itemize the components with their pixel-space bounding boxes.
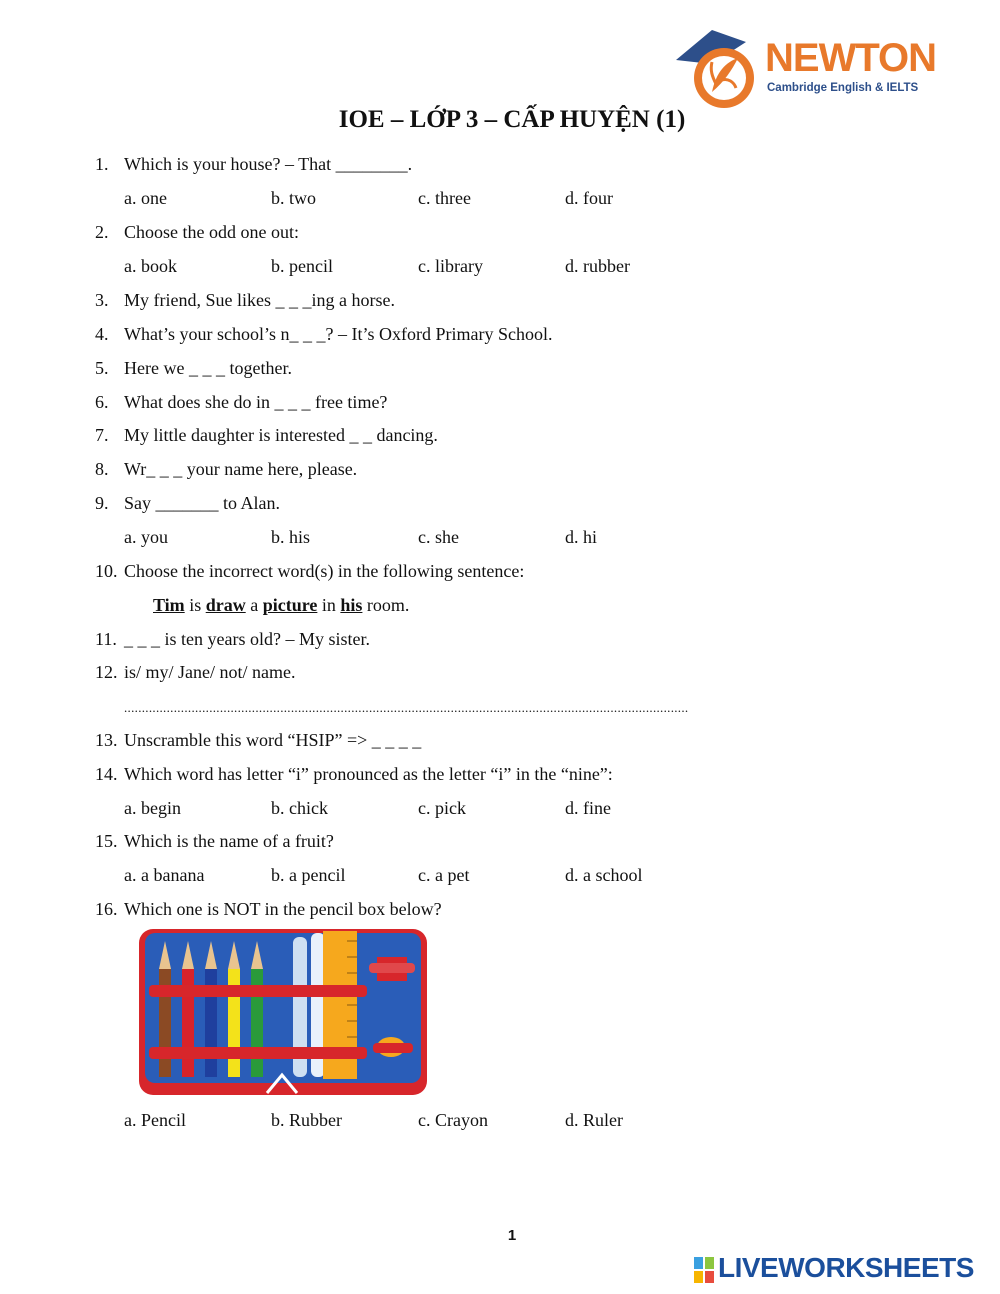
q10-text: a <box>245 595 263 615</box>
q10-sentence <box>153 594 409 616</box>
option-a[interactable]: a. book <box>124 256 177 276</box>
q10-word-his[interactable]: his <box>340 595 363 615</box>
question-text: What’s your school’s n_ _ _? – It’s Oxford Primary School. <box>124 324 553 344</box>
question-text: is/ my/ Jane/ not/ name. <box>124 662 296 682</box>
option-b[interactable]: b. pencil <box>271 256 333 276</box>
q10-text: room. <box>362 595 410 615</box>
question-number: 4. <box>95 324 109 344</box>
option-c[interactable]: c. three <box>418 188 471 208</box>
question-text: Choose the odd one out: <box>124 222 299 242</box>
option-a[interactable]: a. one <box>124 188 167 208</box>
option-a[interactable]: a. you <box>124 527 168 547</box>
logo-subtitle: Cambridge English & IELTS <box>767 82 919 94</box>
question-number: 12. <box>95 662 118 682</box>
logo-name: NEWTON <box>765 36 937 80</box>
option-a[interactable]: a. begin <box>124 798 181 818</box>
question-text: Wr_ _ _ your name here, please. <box>124 459 358 479</box>
question-text: Here we _ _ _ together. <box>124 358 292 378</box>
question-number: 9. <box>95 493 109 513</box>
option-b[interactable]: b. two <box>271 188 316 208</box>
question-text: Which is the name of a fruit? <box>124 831 334 851</box>
option-c[interactable]: c. she <box>418 527 459 547</box>
q10-word-picture[interactable]: picture <box>262 595 318 615</box>
question-number: 10. <box>95 561 118 581</box>
liveworksheets-brand[interactable]: LIVEWORKSHEETS <box>718 1252 974 1283</box>
option-c[interactable]: c. Crayon <box>418 1110 488 1130</box>
option-d[interactable]: d. hi <box>565 527 598 547</box>
option-d[interactable]: d. Ruler <box>565 1110 623 1130</box>
question-number: 8. <box>95 459 109 479</box>
option-c[interactable]: c. a pet <box>418 865 470 885</box>
question-number: 6. <box>95 392 109 412</box>
question-text: _ _ _ is ten years old? – My sister. <box>124 629 370 649</box>
question-text: Choose the incorrect word(s) in the following sentence: <box>124 561 525 581</box>
question-text: What does she do in _ _ _ free time? <box>124 392 388 412</box>
question-number: 7. <box>95 425 109 445</box>
q10-word-tim[interactable]: Tim <box>153 595 185 615</box>
question-text: Unscramble this word “HSIP” => _ _ _ _ <box>124 730 422 750</box>
question-number: 2. <box>95 222 109 242</box>
pencil-box-image <box>137 927 429 1097</box>
q10-text: in <box>317 595 341 615</box>
page-number: 1 <box>507 1227 517 1244</box>
question-number: 16. <box>95 899 118 919</box>
answer-line[interactable]: ............................................................................................................................................................... <box>124 700 689 715</box>
option-b[interactable]: b. a pencil <box>271 865 346 885</box>
question-number: 14. <box>95 764 118 784</box>
option-d[interactable]: d. fine <box>565 798 611 818</box>
option-d[interactable]: d. rubber <box>565 256 630 276</box>
liveworksheets-logo-icon <box>692 1255 718 1285</box>
question-number: 15. <box>95 831 118 851</box>
question-text: My little daughter is interested _ _ dancing. <box>124 425 438 445</box>
question-number: 1. <box>95 154 109 174</box>
question-number: 3. <box>95 290 109 310</box>
page-title: IOE – LỚP 3 – CẤP HUYỆN (1) <box>338 106 686 133</box>
question-text: Which one is NOT in the pencil box below? <box>124 899 442 919</box>
option-a[interactable]: a. a banana <box>124 865 205 885</box>
question-text: Which word has letter “i” pronounced as the letter “i” in the “nine”: <box>124 764 613 784</box>
option-b[interactable]: b. Rubber <box>271 1110 342 1130</box>
option-b[interactable]: b. chick <box>271 798 328 818</box>
option-d[interactable]: d. a school <box>565 865 643 885</box>
option-c[interactable]: c. pick <box>418 798 466 818</box>
question-number: 13. <box>95 730 118 750</box>
option-b[interactable]: b. his <box>271 527 311 547</box>
question-number: 11. <box>95 629 117 649</box>
question-text: Which is your house? – That ________. <box>124 154 413 174</box>
option-a[interactable]: a. Pencil <box>124 1110 186 1130</box>
option-c[interactable]: c. library <box>418 256 483 276</box>
question-number: 5. <box>95 358 109 378</box>
option-d[interactable]: d. four <box>565 188 613 208</box>
question-text: Say _______ to Alan. <box>124 493 280 513</box>
q10-text: is <box>184 595 206 615</box>
q10-word-draw[interactable]: draw <box>205 595 246 615</box>
question-text: My friend, Sue likes _ _ _ing a horse. <box>124 290 395 310</box>
